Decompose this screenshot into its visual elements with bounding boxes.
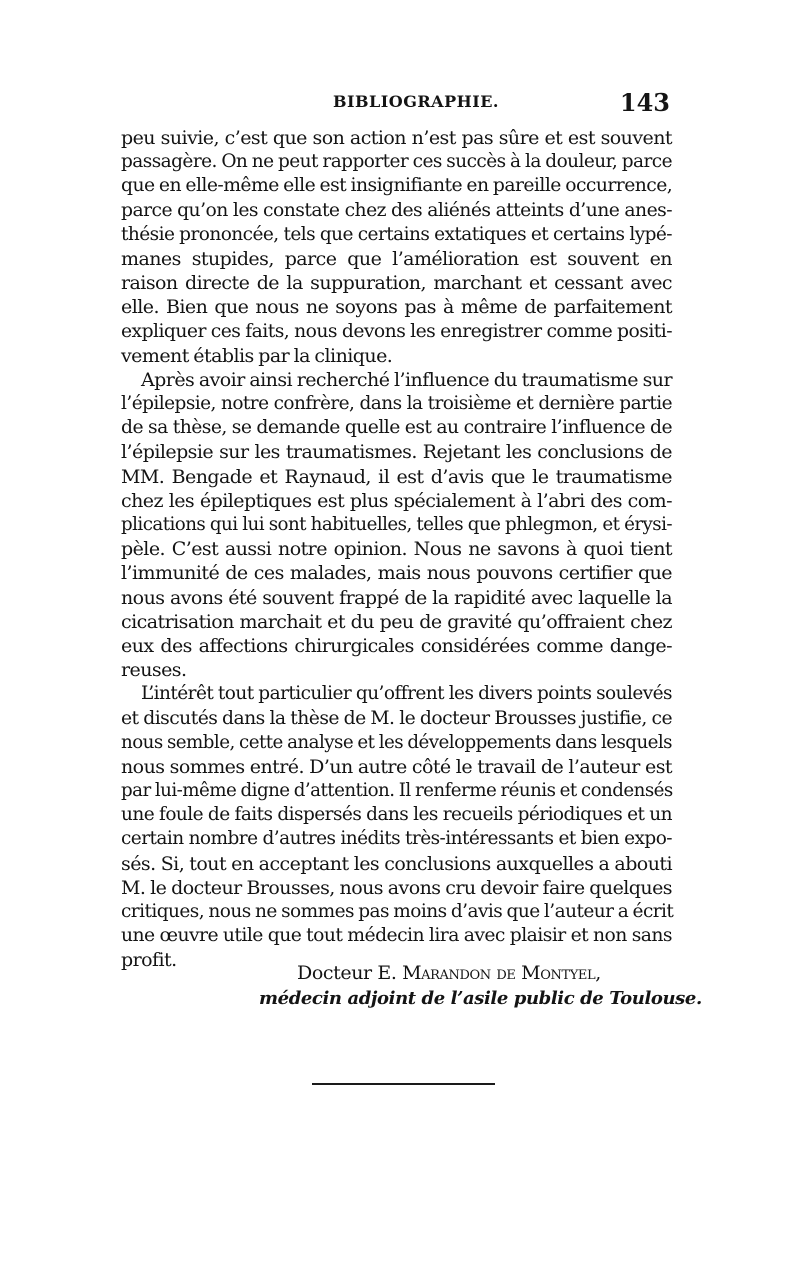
text-line: expliquer ces faits, nous devons les enregistrer comme positi-: [121, 320, 672, 342]
text-line: eux des affections chirurgicales considérées comme dange-: [121, 634, 672, 657]
signature-name-prefix: Docteur E.: [297, 962, 403, 984]
text-line: parce qu’on les constate chez des aliénés atteints d’une anes-: [121, 199, 672, 221]
text-line: vement établis par la clinique.: [121, 344, 393, 367]
text-line: nous sommes entré. D’un autre côté le travail de l’auteur est: [121, 755, 672, 778]
signature: [121, 960, 702, 1012]
signature-surname: Marandon de Montyel,: [402, 962, 601, 984]
text-line: nous semble, cette analyse et les développements dans lesquels: [121, 731, 672, 753]
text-line: par lui-même digne d’attention. Il renferme réunis et condensés: [121, 780, 673, 802]
text-line: reuses.: [121, 659, 187, 682]
text-line: l’épilepsie sur les traumatismes. Rejetant les conclusions de: [121, 441, 672, 464]
text-line: et discutés dans la thèse de M. le docteur Brousses justifie, ce: [121, 707, 672, 729]
text-line: l’épilepsie, notre confrère, dans la troisième et dernière partie: [121, 393, 672, 415]
text-line: nous avons été souvent frappé de la rapidité avec laquelle la: [121, 586, 672, 609]
text-line: de sa thèse, se demande quelle est au contraire l’influence de: [121, 417, 672, 439]
text-line: profit.: [121, 949, 177, 972]
text-line: certain nombre d’autres inédits très-intéressants et bien expo-: [121, 828, 672, 850]
signature-name: [121, 960, 672, 986]
page-number: 143: [619, 88, 670, 117]
running-head: [118, 88, 674, 118]
text-line: chez les épileptiques est plus spécialement à l’abri des com-: [121, 489, 672, 512]
text-line: thésie prononcée, tels que certains extatiques et certains lypé-: [121, 223, 672, 245]
text-line: plications qui lui sont habituelles, telles que phlegmon, et érysi-: [121, 514, 672, 535]
running-title: BIBLIOGRAPHIE.: [333, 92, 499, 111]
text-line: cicatrisation marchait et du peu de gravité qu’offraient chez: [121, 610, 672, 633]
text-line: que en elle-même elle est insignifiante en pareille occurrence,: [121, 175, 673, 197]
text-line: sés. Si, tout en acceptant les conclusions auxquelles a abouti: [121, 852, 672, 875]
paragraph-start-line: Après avoir ainsi recherché l’influence du traumatisme sur: [141, 368, 672, 391]
paragraph-start-line: L’intérêt tout particulier qu’offrent les divers points soulevés: [141, 683, 672, 705]
text-line: peu suivie, c’est que son action n’est pas sûre et est souvent: [121, 127, 672, 149]
text-line: M. le docteur Brousses, nous avons cru devoir faire quelques: [121, 876, 672, 899]
text-line: pèle. C’est aussi notre opinion. Nous ne savons à quoi tient: [121, 538, 672, 561]
signature-title: médecin adjoint de l’asile public de Toulouse.: [259, 988, 702, 1009]
text-line: une œuvre utile que tout médecin lira avec plaisir et non sans: [121, 925, 672, 947]
text-line: raison directe de la suppuration, marchant et cessant avec: [121, 272, 672, 295]
text-line: passagère. On ne peut rapporter ces succès à la douleur, parce: [121, 151, 672, 173]
text-line: manes stupides, parce que l’amélioration est souvent en: [121, 247, 672, 270]
text-line: l’immunité de ces malades, mais nous pouvons certifier que: [121, 562, 672, 585]
text-line: une foule de faits dispersés dans les recueils périodiques et un: [121, 804, 672, 826]
text-line: critiques, nous ne sommes pas moins d’avis que l’auteur a écrit: [121, 901, 674, 922]
end-rule: [312, 1083, 495, 1085]
body-text: [121, 126, 672, 973]
text-line: elle. Bien que nous ne soyons pas à même de parfaitement: [121, 296, 672, 319]
text-line: MM. Bengade et Raynaud, il est d’avis que le traumatisme: [121, 465, 672, 488]
